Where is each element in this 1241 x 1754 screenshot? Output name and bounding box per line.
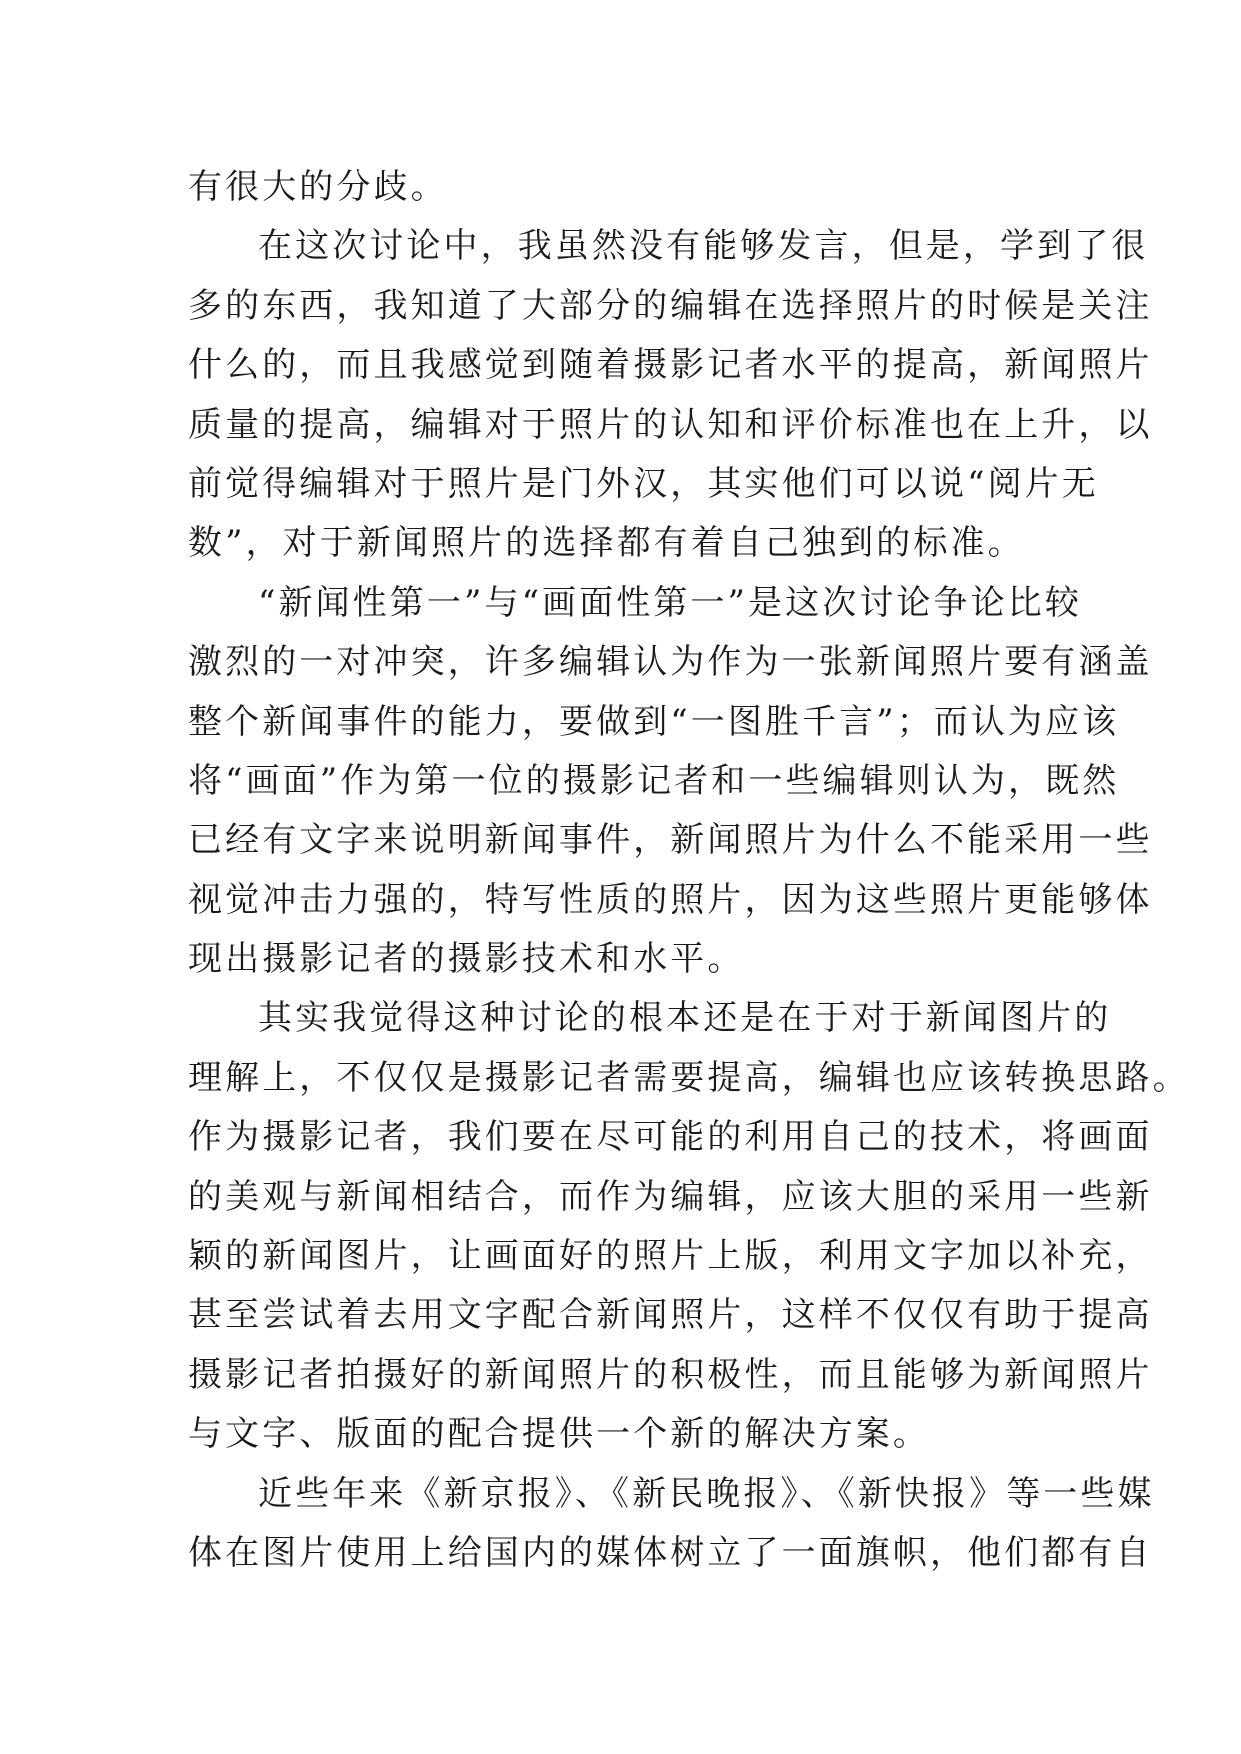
text-line: 与文字、版面的配合提供一个新的解决方案。 <box>188 1414 930 1455</box>
text-line: 将“画面”作为第一位的摄影记者和一些编辑则认为，既然 <box>188 760 1120 801</box>
text-line: 激烈的一对冲突，许多编辑认为作为一张新闻照片要有涵盖 <box>188 642 1153 683</box>
text-line: 什么的，而且我感觉到随着摄影记者水平的提高，新闻照片 <box>188 345 1153 386</box>
text-line: 的美观与新闻相结合，而作为编辑，应该大胆的采用一些新 <box>188 1176 1153 1217</box>
text-line: 甚至尝试着去用文字配合新闻照片，这样不仅仅有助于提高 <box>188 1295 1153 1336</box>
text-line: 多的东西，我知道了大部分的编辑在选择照片的时候是关注 <box>188 285 1153 326</box>
text-line: 前觉得编辑对于照片是门外汉，其实他们可以说“阅片无 <box>188 463 1099 504</box>
text-line: 现出摄影记者的摄影技术和水平。 <box>188 939 745 980</box>
text-line: 摄影记者拍摄好的新闻照片的积极性，而且能够为新闻照片 <box>188 1354 1153 1395</box>
body-text <box>188 158 1190 1583</box>
text-line: 作为摄影记者，我们要在尽可能的利用自己的技术，将画面 <box>188 1117 1153 1158</box>
text-line: 质量的提高，编辑对于照片的认知和评价标准也在上升，以 <box>188 404 1153 445</box>
text-line: 其实我觉得这种讨论的根本还是在于对于新闻图片的 <box>258 998 1112 1039</box>
text-line: 有很大的分歧。 <box>188 167 448 207</box>
text-line: 理解上，不仅仅是摄影记者需要提高，编辑也应该转换思路。 <box>188 1057 1190 1098</box>
text-line: “新闻性第一”与“画面性第一”是这次讨论争论比较 <box>258 582 1082 623</box>
text-line: 已经有文字来说明新闻事件，新闻照片为什么不能采用一些 <box>188 820 1153 861</box>
text-line: 近些年来《新京报》、《新民晚报》、《新快报》等一些媒 <box>258 1473 1155 1514</box>
text-line: 体在图片使用上给国内的媒体树立了一面旗帜，他们都有自 <box>188 1532 1153 1573</box>
text-line: 整个新闻事件的能力，要做到“一图胜千言”；而认为应该 <box>188 701 1120 742</box>
text-line: 在这次讨论中，我虽然没有能够发言，但是，学到了很 <box>258 226 1149 267</box>
text-line: 视觉冲击力强的，特写性质的照片，因为这些照片更能够体 <box>188 879 1153 920</box>
text-line: 数”，对于新闻照片的选择都有着自己独到的标准。 <box>188 523 1025 564</box>
text-line: 颖的新闻图片，让画面好的照片上版，利用文字加以补充， <box>188 1236 1153 1277</box>
